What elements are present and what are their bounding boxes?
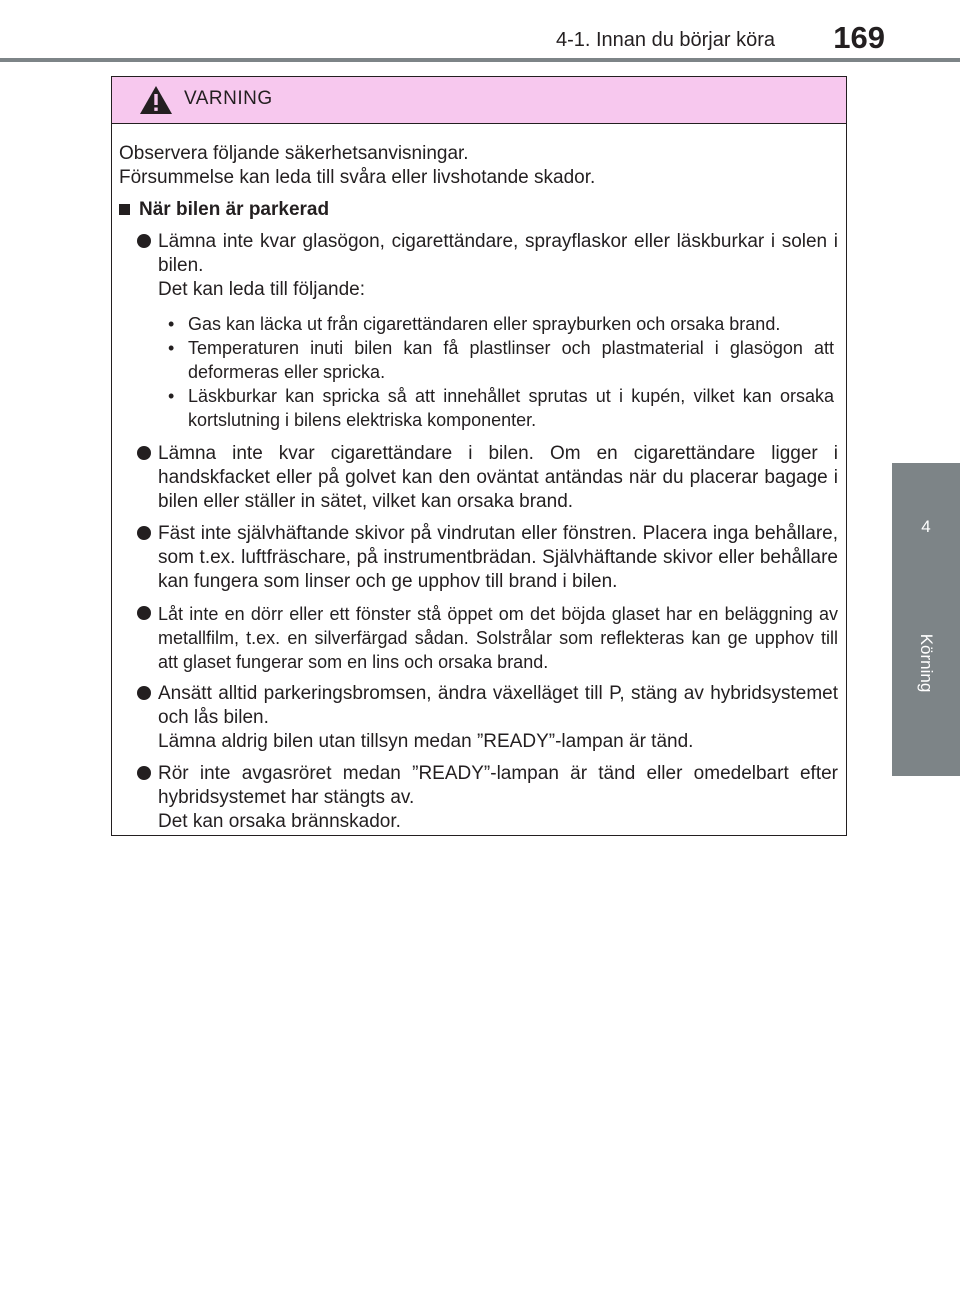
circle-bullet-icon xyxy=(137,606,151,620)
item-text: Låt inte en dörr eller ett fönster stå öppet om det böjda glaset har en beläggning av metallfilm, t.ex. en silverfärgad sådan. Solstrålar som reflekteras kan ge upphov till att glaset fungerar som en lins och orsaka brand. xyxy=(158,604,838,672)
warning-box xyxy=(111,76,847,836)
warning-item xyxy=(137,522,838,594)
sub-list-item: • Gas kan läcka ut från cigarettändaren eller sprayburken och orsaka brand. xyxy=(168,314,781,334)
warning-content xyxy=(112,124,846,834)
intro-line: Försummelse kan leda till svåra eller livshotande skador. xyxy=(119,167,596,188)
subheading xyxy=(119,198,838,222)
chapter-tab xyxy=(892,463,960,776)
warning-item xyxy=(137,442,838,514)
chapter-number: 4 xyxy=(921,517,931,536)
warning-item xyxy=(137,230,838,434)
square-bullet-icon xyxy=(119,204,130,215)
subheading-text: När bilen är parkerad xyxy=(139,199,330,220)
page-number: 169 xyxy=(833,20,885,55)
sub-list xyxy=(158,312,838,432)
item-text: Lämna aldrig bilen utan tillsyn medan ”READY”-lampan är tänd. xyxy=(158,731,694,752)
circle-bullet-icon xyxy=(137,526,151,540)
warning-header xyxy=(112,77,846,124)
sub-list-item: • Läskburkar kan spricka så att innehållet sprutas ut i kupén, vilket kan orsaka kortslutning i bilens elektriska komponenter. xyxy=(168,386,834,430)
item-text: Lämna inte kvar glasögon, cigarettändare, sprayflaskor eller läskburkar i solen i bilen. xyxy=(158,231,838,276)
warning-item xyxy=(137,682,838,754)
item-text: Det kan orsaka brännskador. xyxy=(158,811,401,832)
item-text: Ansätt alltid parkeringsbromsen, ändra växelläget till P, stäng av hybridsystemet och lås bilen. xyxy=(158,683,838,728)
warning-triangle-icon xyxy=(139,85,173,115)
warning-title: VARNING xyxy=(184,88,273,109)
item-text: Lämna inte kvar cigarettändare i bilen. Om en cigarettändare ligger i handskfacket eller på golvet kan den oväntat antändas när du placerar bagage i bilen eller ställer in sätet, vilket kan orsaka brand. xyxy=(158,443,838,512)
sub-list-item: • Temperaturen inuti bilen kan få plastlinser och plastmaterial i glasögon att deformeras eller spricka. xyxy=(168,338,834,382)
item-text: Det kan leda till följande: xyxy=(158,279,366,300)
chapter-title: Körning xyxy=(917,633,936,693)
warning-intro xyxy=(119,142,838,190)
item-text: Fäst inte självhäftande skivor på vindrutan eller fönstren. Placera inga behållare, som t.ex. luftfräschare, på instrumentbrädan. Självhäftande skivor eller behållare kan fungera som linser och ge upphov till brand i bilen. xyxy=(158,523,838,592)
header-rule xyxy=(0,58,960,62)
circle-bullet-icon xyxy=(137,234,151,248)
intro-line: Observera följande säkerhetsanvisningar. xyxy=(119,143,469,164)
section-title: 4-1. Innan du börjar köra xyxy=(555,29,775,51)
circle-bullet-icon xyxy=(137,766,151,780)
warning-item xyxy=(137,762,838,834)
warning-item xyxy=(137,602,838,674)
item-text: Rör inte avgasröret medan ”READY”-lampan är tänd eller omedelbart efter hybridsystemet har stängts av. xyxy=(158,763,838,808)
circle-bullet-icon xyxy=(137,446,151,460)
circle-bullet-icon xyxy=(137,686,151,700)
